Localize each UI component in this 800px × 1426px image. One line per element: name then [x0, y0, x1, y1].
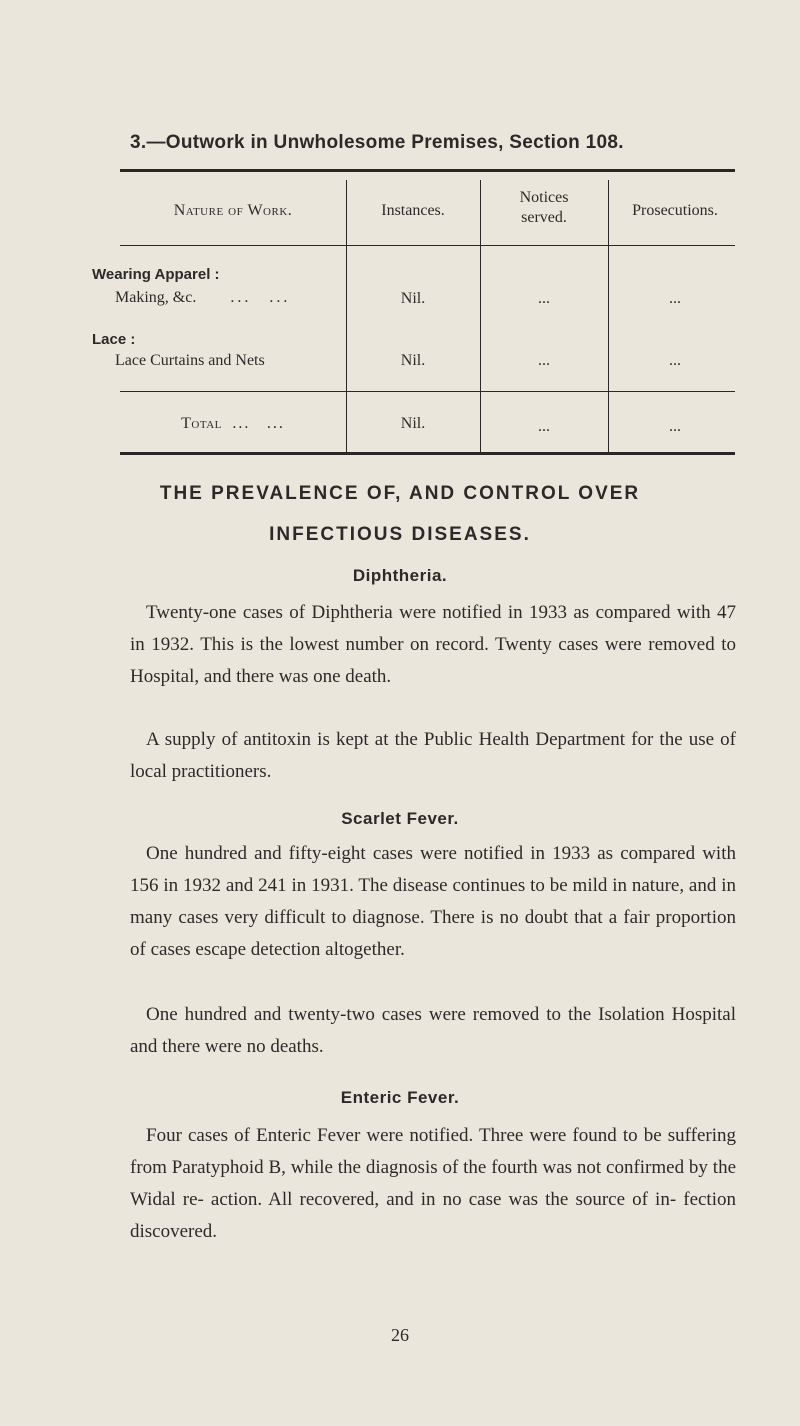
row-leader-dots: ...: [230, 289, 252, 306]
scarlet-fever-heading: Scarlet Fever.: [341, 809, 459, 828]
lace-notices: ...: [538, 352, 550, 369]
total-notices: ...: [538, 418, 550, 435]
header-prosecutions: Prosecutions.: [632, 202, 718, 219]
column-separator: [346, 180, 347, 452]
total-label: [120, 415, 346, 433]
enteric-fever-paragraph-1: Four cases of Enteric Fever were notified. Three were found to be suffering from Paratyphoid B, while the diagnosis of the fourth was not confirmed by the Widal re- action. All recovered, and in no case was the source of in- fection discovered.: [130, 1125, 736, 1242]
enteric-fever-heading: Enteric Fever.: [340, 1088, 460, 1107]
total-text: Total: [181, 415, 222, 432]
table-bottom-rule: [120, 452, 735, 455]
table-title: 3.—Outwork in Unwholesome Premises, Section 108.: [130, 132, 624, 153]
total-leader-dots: ...: [266, 415, 285, 432]
table-top-rule: [120, 169, 735, 172]
scarlet-fever-paragraph-2: One hundred and twenty-two cases were removed to the Isolation Hospital and there were no deaths.: [130, 1004, 736, 1057]
header-instances: Instances.: [381, 202, 445, 219]
making-notices: ...: [538, 290, 550, 307]
page-number: 26: [391, 1325, 409, 1345]
lace-instances: Nil.: [400, 352, 426, 369]
column-separator: [608, 180, 609, 452]
group-label-lace: Lace :: [92, 331, 136, 348]
total-top-rule: [120, 391, 735, 392]
row-item: Making, &c.: [115, 289, 197, 306]
making-prosecutions: ...: [669, 290, 681, 307]
making-instances: Nil.: [400, 290, 426, 307]
header-notices-served: [480, 188, 608, 228]
row-leader-dots: ...: [269, 289, 291, 306]
header-bottom-rule: [120, 245, 735, 246]
diphtheria-heading: Diphtheria.: [352, 566, 448, 585]
row-label-lace-curtains: Lace Curtains and Nets: [115, 352, 265, 369]
header-nature-of-work: Nature of Work.: [173, 202, 293, 219]
header-notices-line2: served.: [521, 209, 567, 226]
row-label-making: [115, 289, 290, 307]
diphtheria-paragraph-2: A supply of antitoxin is kept at the Public Health Department for the use of local practitioners.: [130, 729, 736, 782]
lace-prosecutions: ...: [669, 352, 681, 369]
header-notices-line1: Notices: [519, 189, 569, 206]
group-label-wearing-apparel: Wearing Apparel :: [92, 266, 220, 283]
total-leader-dots: ...: [232, 415, 251, 432]
total-prosecutions: ...: [669, 418, 681, 435]
section-title-line1: THE PREVALENCE OF, AND CONTROL OVER: [159, 483, 641, 504]
diphtheria-paragraph-1: Twenty-one cases of Diphtheria were notified in 1933 as compared with 47 in 1932. This is the lowest number on record. Twenty cases were removed to Hospital, and there was one death.: [130, 602, 736, 687]
scarlet-fever-paragraph-1: One hundred and fifty-eight cases were notified in 1933 as compared with 156 in 1932 and 241 in 1931. The disease continues to be mild in nature, and in many cases very difficult to diagnose. There is no doubt that a fair proportion of cases escape detection altogether.: [130, 843, 736, 960]
section-title-line2: INFECTIOUS DISEASES.: [269, 524, 531, 545]
total-instances: Nil.: [400, 415, 426, 432]
